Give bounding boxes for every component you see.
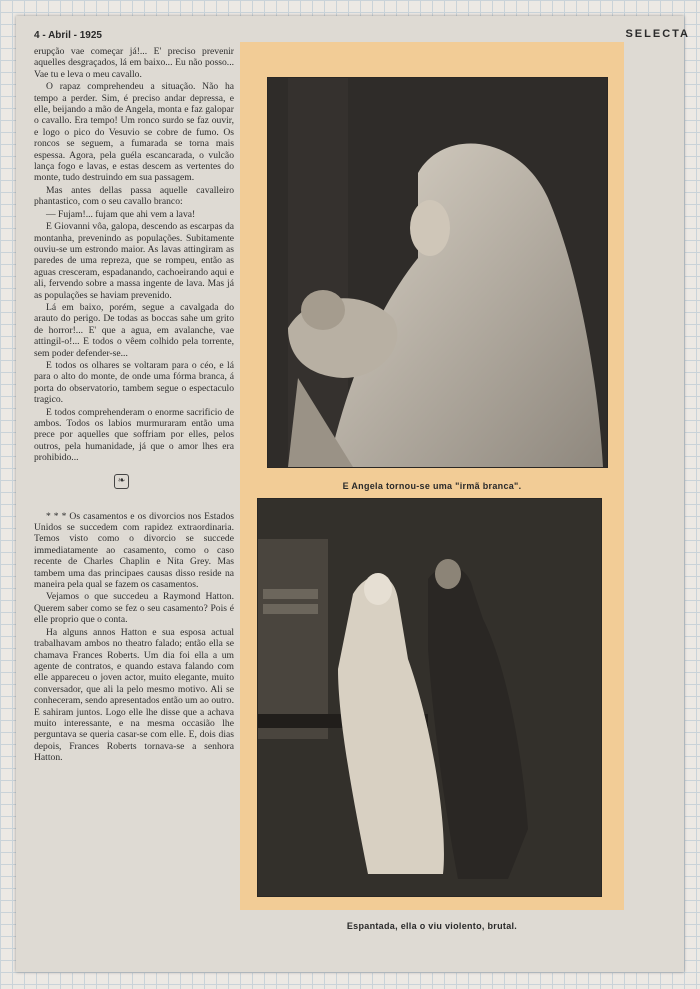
gossip-paragraph: Vejamos o que succedeu a Raymond Hatton. Querem saber como se fez o seu casamento? Pois é elle proprio que o conta. xyxy=(34,591,234,626)
top-photo-caption: E Angela tornou-se uma "irmã branca". xyxy=(342,481,522,491)
photo-nun-with-child xyxy=(267,77,608,468)
photo-panel xyxy=(240,42,624,910)
article-paragraph: erupção vae começar já!... E' preciso prevenir aquelles desgraçados, lá em baixo... Eu não posso... Vae tu e leva o meu cavallo. xyxy=(34,46,234,80)
article-paragraph: E Giovanni vôa, galopa, descendo as escarpas da montanha, prevenindo as populações. Subitamente ouviu-se um estrondo maior. As lavas attingiram as paredes de uma repreza, que se rompeu, então as aguas cresceram, espadanando, cachoeirando aqui e ali, fervendo sobre a massa ingente de lava. Mas já as populações se haviam prevenido. xyxy=(34,221,234,301)
bottom-photo-caption: Espantada, ella o viu violento, brutal. xyxy=(346,921,518,931)
photo-couple-scene xyxy=(257,498,602,897)
article-paragraph: Lá em baixo, porém, segue a cavalgada do arauto do perigo. De todas as boccas sahe um grito de horror!... E' que a agua, em avalanche, vae attingil-o!... E todos o vêem colhido pela torrente, sem poder defender-se... xyxy=(34,301,234,359)
gossip-paragraph: * * * Os casamentos e os divorcios nos Estados Unidos se succedem com rapidez extraordinaria. Temos visto como o divorcio se succede immediatamente ao casamento, como o caso recente de Charles Chaplin e Nita Grey. Mas tambem uma das principaes causas disso reside na maneira pela qual se fazem os casamentos. xyxy=(34,510,234,591)
article-paragraph: E todos os olhares se voltaram para o céo, e lá para o alto do monte, de onde uma fórma branca, á porta do observatorio, tambem segue o espectaculo tragico. xyxy=(34,359,234,406)
gossip-paragraph: Ha alguns annos Hatton e sua esposa actual trabalhavam ambos no theatro falado; então ella se chamava Frances Roberts. Um dia foi ella a um agente de contratos, e quando estava falando com elle appareceu o joven actor, muito elegante, muito conversador, que ali la pelo mesmo motivo. Ali se conheceram, sendo apresentados então um ao outro. E sahiram juntos. Logo elle lhe disse que a achava muito interessante, e na mesma occasião lhe perguntava se queria casar-se com elle. E, dois dias depois, Frances Roberts tornava-se a senhora Hatton. xyxy=(34,626,234,764)
magazine-title: SELECTA xyxy=(625,28,690,40)
text-column xyxy=(34,46,234,926)
article-paragraph: O rapaz comprehendeu a situação. Não ha tempo a perder. Sim, é preciso andar depressa, e elle, beijando a mão de Angela, monta e faz galopar o cavallo. Era tempo! Um ronco surdo se faz ouvir, e logo o pico do Vesuvio se cobre de fumo. Os roncos se seguem, a fumarada se torna mais espessa. Agora, pela guéla escancarada, o vulcão lança fogo e lavas, e estas descem as vertentes do monte, tudo destruindo em sua passagem. xyxy=(34,81,234,184)
article-paragraph: E todos comprehenderam o enorme sacrificio de ambos. Todos os labios murmuraram então uma prece por aquelles que soffriam por elles, pelos outros, pela humanidade, já que o amor lhes era prohibido... xyxy=(34,406,234,464)
article-paragraph: Mas antes dellas passa aquelle cavalleiro phantastico, com o seu cavallo branco: xyxy=(34,184,234,208)
photo-couple-illustration xyxy=(258,499,601,896)
photo-nun-illustration xyxy=(268,78,607,467)
issue-date: 4 - Abril - 1925 xyxy=(34,30,102,41)
section-divider-icon: ❧ xyxy=(114,474,129,489)
article-paragraph: — Fujam!... fujam que ahi vem a lava! xyxy=(46,208,196,220)
